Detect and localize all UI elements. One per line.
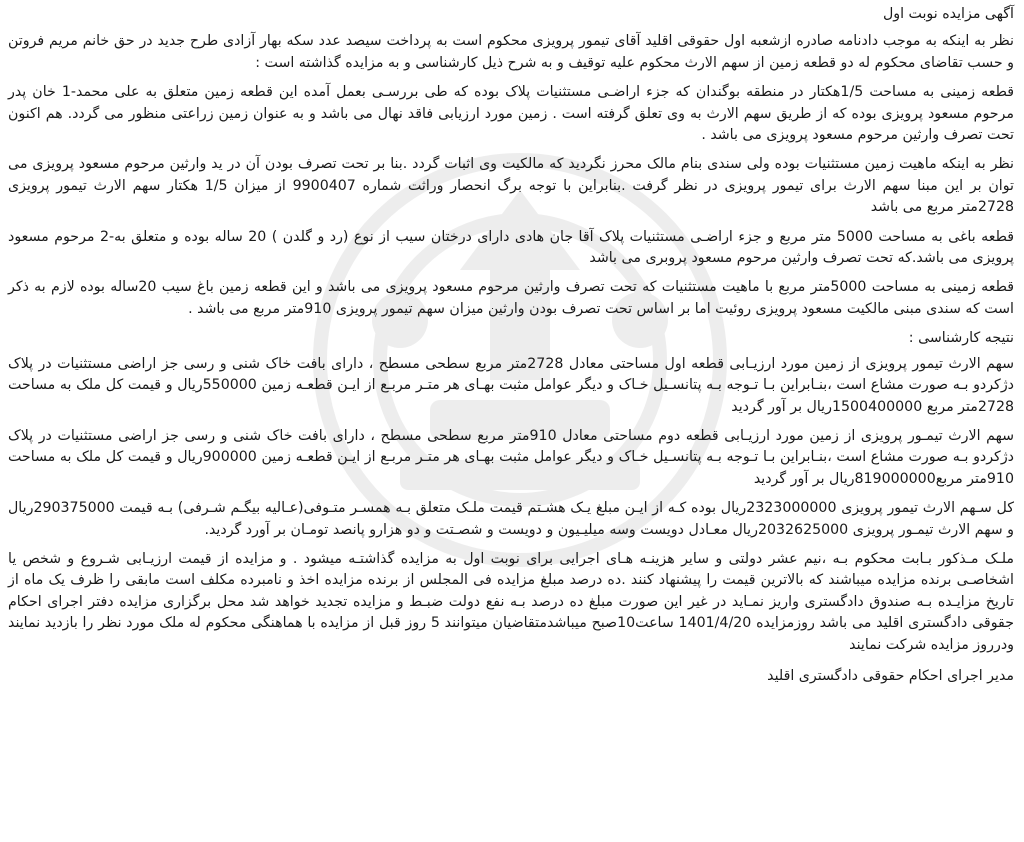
notice-paragraph-1: قطعه زمینی به مساحت 1/5هکتار در منطقه بوگندان که جزء اراضـی مستثنیات پلاک بوده که طی بررسـی بعمل آمده این قطعه زمین متعلق به علی محمد-1 خان پدر مرحوم مسعود پرویزی بوده که از طریق سهم الارث به وی تعلق گرفته است . زمین مورد ارزیابی فاقد نهال می باشد و به عنوان زمین زراعتی منظور می گردد. هم اکنون تحت تصرف وارثین مرحوم مسعود پرویزی می باشد . bbox=[8, 84, 1015, 144]
notice-paragraph-8: ملـک مـذکور بـابت محکوم بـه ،نیم عشر دولتی و سایر هزینـه هـای اجرایی برای نوبت اول به مزایده گذاشتـه میشود . و مزایده از قیمت ارزیـابی شـروع و شخص یا اشخاصـی برنده مزایده میباشند که بالاترین قیمت را پیشنهاد کنند .ده درصد مبلغ مزایده فی المجلس از برنده مزایده اخذ و نامبرده مکلف است مابقی را ظرف یک ماه از تاریخ مزایـده بـه صندوق دادگستری واریز نمـاید در غیر این صورت مبلغ ده درصد بـه نفع دولت ضبـط و مزایده تجدید خواهد شد محل برگزاری مزایده دفتر اجرای احکام جقوقی دادگستری اقلید می باشد روزمزایده 1401/4/20 ساعت10صبح میباشدمتقاضیان میتوانند 5 روز قبل از مزایده با هماهنگی محکوم له ملک مورد نظر را بازدید نمایند ودرروز مزایده شرکت نمایند bbox=[8, 550, 1014, 653]
notice-intro: نظر به اینکه به موجب دادنامه صادره ازشعبه اول حقوقی اقلید آقای تیمور پرویزی محکوم است به پرداخت سیصد عدد سکه بهار آزادی طرح جدید در حق خانم مریم فروتن و حسب تقاضای محکوم له دو قطعه زمین از سهم الارث محکوم علیه توقیف و به شرح ذیل کارشناسی و به مزایده گذاشته است : bbox=[8, 33, 1014, 71]
notice-paragraph-6: سهم الارث تیمـور پرویزی از زمین مورد ارزیـابی قطعه دوم مساحتی معادل 910متر مربع سطحی مسطح ، دارای بافت خاک شنی و رسی جز اراضی مستثنیات در پلاک دژکردو بـه صورت مشاع است ،بنـابراین بـا تـوجه بـه پتانسـیل خـاک و دیگر عوامل مثبت بهـای هر متـر مربـع از ایـن قطعـه زمین 900000ریال و قیمت کل ملک به مساحت 910متر مربع819000000ریال بر آور گردید bbox=[8, 427, 1015, 487]
signature: مدیر اجرای احکام حقوقی دادگستری اقلید bbox=[767, 667, 1014, 684]
notice-paragraph-3: قطعه باغی به مساحت 5000 متر مربع و جزء اراضـی مستثنیات پلاک آقا جان هادی دارای درختان سیب از نوع (رد و گلدن ) 20 ساله بوده و متعلق به-2 مرحوم مسعود پرویزی می باشد.که تحت تصرف وارثین مرحوم مسعود پروبری می باشد bbox=[8, 228, 1014, 267]
notice-title: آگهی مزایده نوبت اول bbox=[882, 6, 1014, 22]
result-heading: نتیجه کارشناسی : bbox=[908, 330, 1014, 347]
auction-notice bbox=[8, 4, 1014, 695]
notice-paragraph-2: نظر به اینکه ماهیت زمین مستثنیات بوده ولی سندی بنام مالک محرز نگردید که مالکیت وی اثبات گردد .بنا بر تحت تصرف بودن آن در ید وارثین مرحوم مسعود پرویزی می توان بر این مبنا سهم الارث برای تیمور پرویزی در نظر گرفت .بنابراین با توجه برگ انحصار وراثت شماره 9900407 از میزان 1/5 هکتار سهم الارث تیمور پرویزی 2728متر مربع می باشد bbox=[8, 156, 1014, 216]
notice-paragraph-4: قطعه زمینی به مساحت 5000متر مربع با ماهیت مستثنیات که تحت تصرف وارثین مرحوم مسعود پرویزی می باشد و این قطعه زمین باغ سیب 20ساله بوده لازم به ذکر است که سندی مبنی مالکیت مسعود پرویزی روئیت اما بر اساس تحت تصرف بودن وارثین میزان سهم تیمور پرویزی 910متر مربع می باشد . bbox=[8, 279, 1014, 317]
notice-paragraph-7: کل سـهم الارث تیمور پرویزی 2323000000ریال بوده کـه از ایـن مبلغ یـک هشـتم قیمت ملـک متعلق بـه همسـر متـوفی(عـالیه بیگـم شـرفی) بـه قیمت 290375000ریال و سهم الارث تیمـور پرویزی 2032625000ریال معـادل دویست وسه میلیـیون و دویست و شصـتت و دو هزارو پانصد تومـان بر آورد گردید. bbox=[8, 500, 1015, 538]
notice-paragraph-5: سهم الارث تیمور پرویزی از زمین مورد ارزیـابی قطعه اول مساحتی معادل 2728متر مربع سطحی مسطح ، دارای بافت خاک شنی و رسی جز اراضی مستثنیات در پلاک دژکردو بـه صورت مشاع است ،بنـابراین بـا تـوجه بـه پتانسـیل خـاک و دیگر عوامل مثبت بهـای هر متـر مربـع از ایـن قطعـه زمین 550000ریال و قیمت کل ملک به مساحت 2728متر مربع 1500400000ریال بر آور گردید bbox=[8, 355, 1014, 415]
